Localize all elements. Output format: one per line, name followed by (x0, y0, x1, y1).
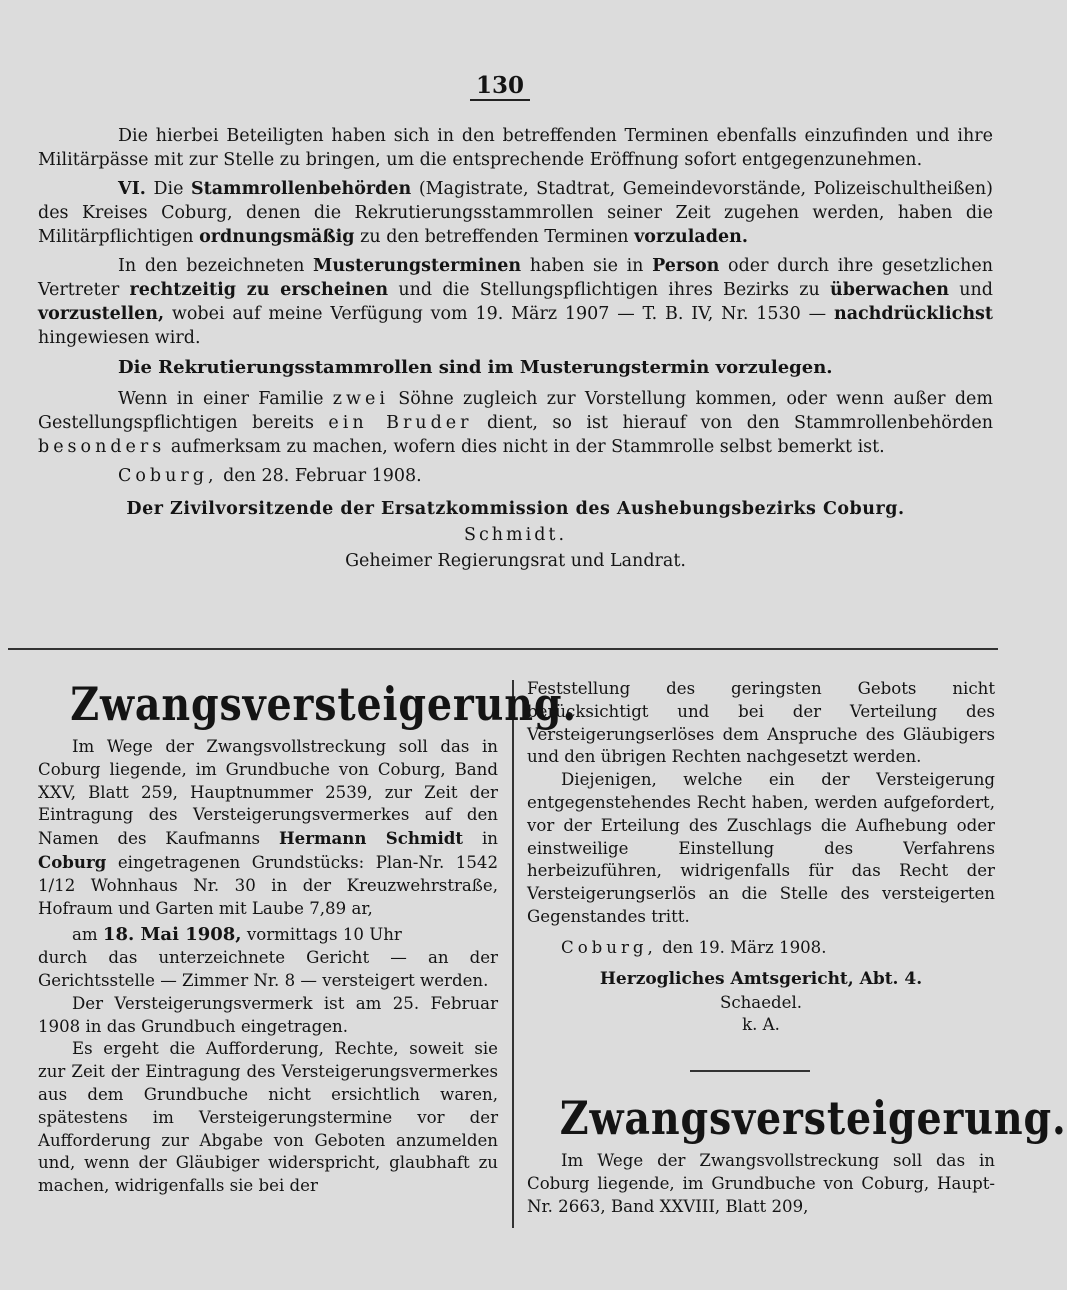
auction-title-right: Zwangsversteigerung. (559, 1091, 1067, 1145)
paragraph-participants: Die hierbei Beteiligten haben sich in den betreffenden Terminen ebenfalls einzufinden und ihre Militärpässe mit zur Stelle zu bringen, um die entsprechende Eröffnung sofort entgegenzunehmen. (38, 126, 993, 170)
signer-abbr: k. A. (742, 1015, 780, 1035)
court-name: Herzogliches Amtsgericht, Abt. 4. (599, 968, 923, 989)
paragraph-musterung: In den bezeichneten Musterungsterminen haben sie in Person oder durch ihre gesetzlichen Vertreter rechtzeitig zu erscheinen und die Stellungspflichtigen ihres Bezirks zu überwachen und vorzustellen, wobei auf meine Verfügung vom 19. März 1907 — T. B. IV, Nr. 1530 — nachdrücklichst hingewiesen wird. (38, 256, 993, 348)
column-divider (512, 680, 514, 1228)
right-paragraph-objections: Diejenigen, welche ein der Versteigerung entgegenstehendes Recht haben, werden aufgefordert, vor der Erteilung des Zuschlags die Aufhebung oder einstweilige Einstellung des Verfahrens herbeizuführen, widrigenfalls für das Recht der Versteigerungserlös an die Stelle des versteigerten Gegenstandes tritt. (527, 770, 995, 926)
signature-role: Geheimer Regierungsrat und Landrat. (345, 551, 686, 571)
paragraph-family: Wenn in einer Familie zwei Söhne zugleich zur Vorstellung kommen, oder wenn außer dem Gestellungspflichtigen bereits ein Bruder dient, so ist hierauf von den Stammrollenbehörden besonders aufmerksam zu machen, wofern dies nicht in der Stammrolle selbst bemerkt ist. (38, 389, 993, 457)
right-column (527, 678, 995, 1037)
section-rule (690, 1070, 810, 1072)
left-paragraph-court: durch das unterzeichnete Gericht — an der Gerichtsstelle — Zimmer Nr. 8 — versteigert werden. (38, 948, 498, 990)
date-line-top: Coburg, den 28. Februar 1908. (118, 466, 422, 486)
left-paragraph-auction-date: am 18. Mai 1908, vormittags 10 Uhr (72, 924, 402, 946)
signature-title: Der Zivilvorsitzende der Ersatzkommission des Aushebungsbezirks Coburg. (126, 499, 905, 519)
signature-name: Schmidt. (463, 525, 568, 545)
date-line-right: Coburg, den 19. März 1908. (561, 937, 827, 957)
horizontal-divider (8, 648, 998, 650)
page-number: 130 (0, 72, 1000, 99)
right-column-second-notice (527, 1090, 1067, 1218)
right2-paragraph: Im Wege der Zwangsvollstreckung soll das in Coburg liegende, im Grundbuche von Coburg, Haupt-Nr. 2663, Band XXVIII, Blatt 209, (527, 1151, 995, 1216)
left-paragraph-request: Es ergeht die Aufforderung, Rechte, soweit sie zur Zeit der Eintragung des Versteigerungsvermerkes aus dem Grundbuche nicht ersichtlich waren, spätestens im Versteigerungstermine vor der Aufforderung zur Abgabe von Geboten anzumelden und, wenn der Gläubiger widerspricht, glaubhaft zu machen, widrigenfalls sie bei der (38, 1039, 498, 1196)
left-column (38, 676, 578, 1198)
auction-title-left: Zwangsversteigerung. (70, 677, 578, 731)
left-paragraph-property: Im Wege der Zwangsvollstreckung soll das in Coburg liegende, im Grundbuche von Coburg, Band XXV, Blatt 259, Hauptnummer 2539, zur Zeit der Eintragung des Versteigerungsvermerkes auf den Namen des Kaufmanns Hermann Schmidt in Coburg eingetragenen Grundstücks: Plan-Nr. 1542 1/12 Wohnhaus Nr. 30 in der Kreuzwehrstraße, Hofraum und Garten mit Laube 7,89 ar, (38, 737, 499, 918)
left-paragraph-entry: Der Versteigerungsvermerk ist am 25. Februar 1908 in das Grundbuch eingetragen. (38, 993, 498, 1036)
rolls-notice-heading: Die Rekrutierungsstammrollen sind im Musterungstermin vorzulegen. (118, 357, 833, 378)
signer-name: Schaedel. (719, 992, 803, 1012)
right-paragraph-continuation: Feststellung des geringsten Gebots nicht berücksichtigt und bei der Verteilung des Versteigerungserlöses dem Anspruche des Gläubigers und den übrigen Rechten nachgesetzt werden. (527, 679, 995, 767)
top-section (38, 124, 993, 574)
paragraph-stammrollen: VI. Die Stammrollenbehörden (Magistrate, Stadtrat, Gemeindevorstände, Polizeischultheißen) des Kreises Coburg, denen die Rekrutierungsstammrollen seiner Zeit zugehen werden, haben die Militärpflichtigen ordnungsmäßig zu den betreffenden Terminen vorzuladen. (38, 179, 993, 247)
